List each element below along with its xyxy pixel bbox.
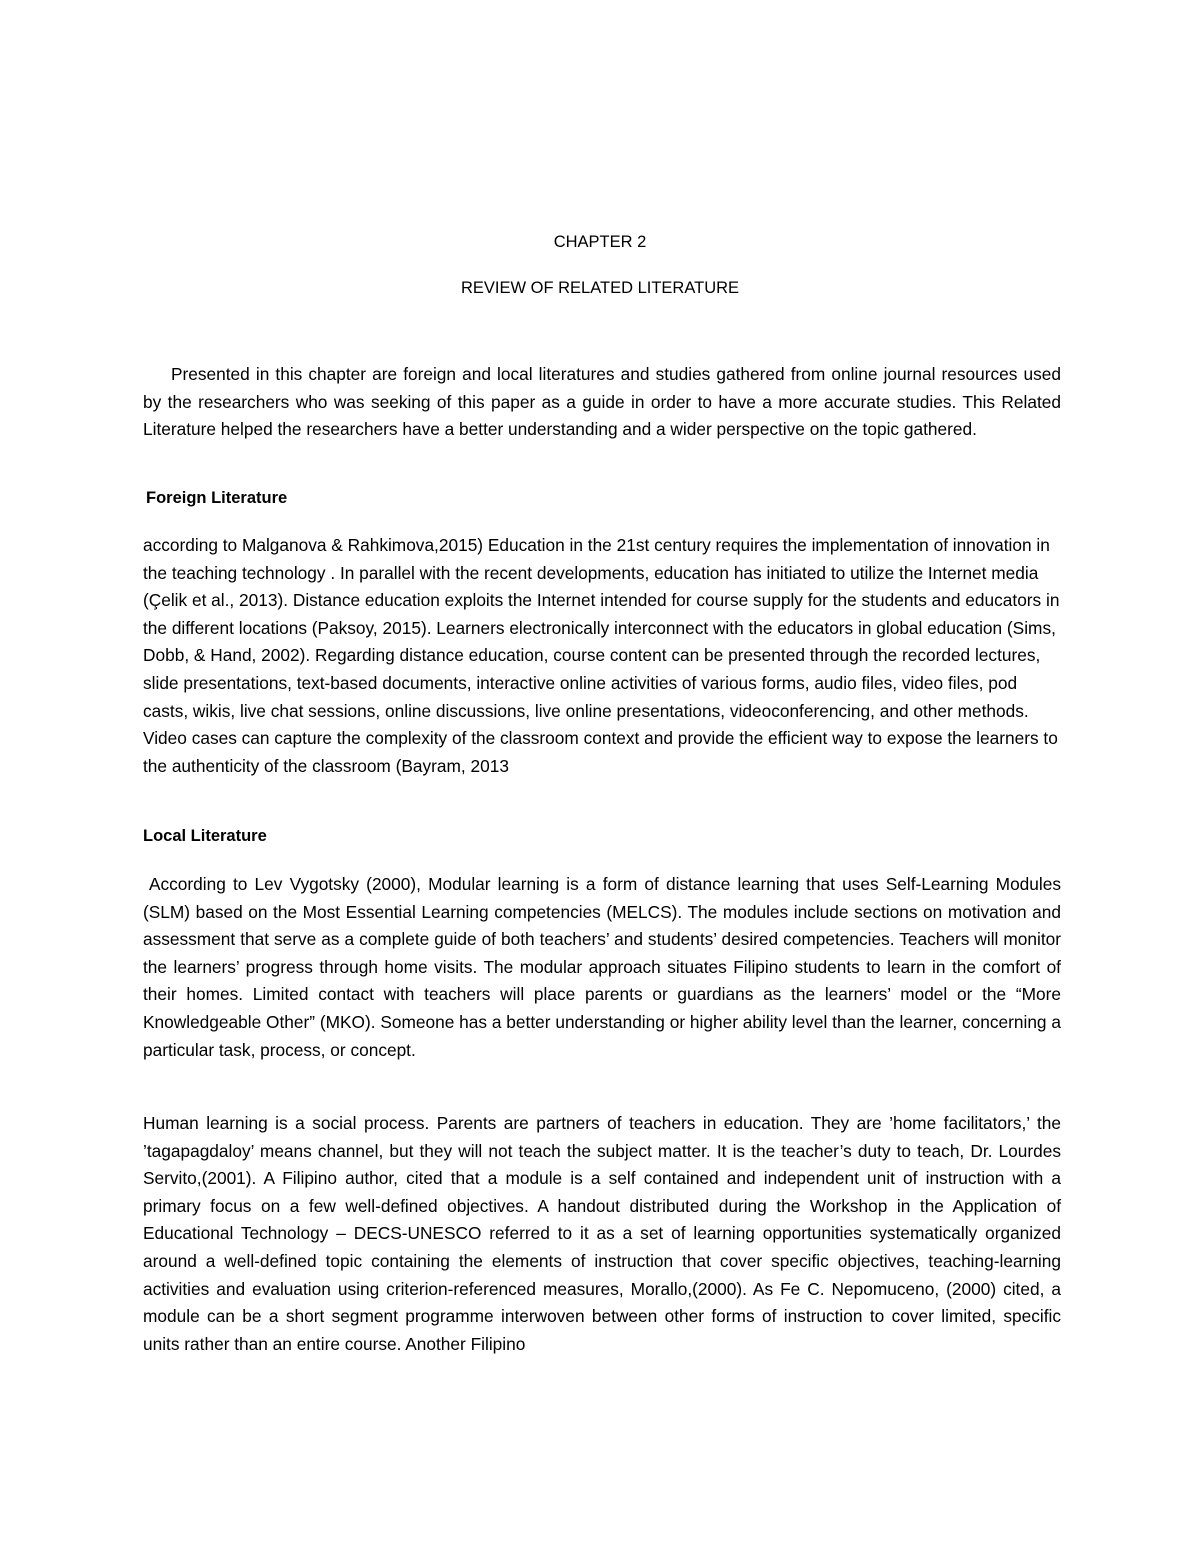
foreign-literature-paragraph: according to Malganova & Rahkimova,2015) Education in the 21st century requires the implementation of innovation in the teaching technology . In parallel with the recent developments, education has initiated to utilize the Internet media (Çelik et al., 2013). Distance education exploits the Internet intended for course supply for the students and educators in the different locations (Paksoy, 2015). Learners electronically interconnect with the educators in global education (Sims, Dobb, & Hand, 2002). Regarding distance education, course content can be presented through the recorded lectures, slide presentations, text-based documents, interactive online activities of various forms, audio files, video files, pod casts, wikis, live chat sessions, online discussions, live online presentations, videoconferencing, and other methods. Video cases can capture the complexity of the classroom context and provide the efficient way to expose the learners to the authenticity of the classroom (Bayram, 2013 — [143, 535, 1060, 776]
local-literature-paragraph-2: Human learning is a social process. Parents are partners of teachers in education. They are ’home facilitators,’ the ’tagapagdaloy’ means channel, but they will not teach the subject matter. It is the teacher’s duty to teach, Dr. Lourdes Servito,(2001). A Filipino author, cited that a module is a self contained and independent unit of instruction with a primary focus on a few well-defined objectives. A handout distributed during the Workshop in the Application of Educational Technology – DECS-UNESCO referred to it as a set of learning opportunities systematically organized around a well-defined topic containing the elements of instruction that cover specific objectives, teaching-learning activities and evaluation using criterion-referenced measures, Morallo,(2000). As Fe C. Nepomuceno, (2000) cited, a module can be a short segment programme interwoven between other forms of instruction to cover limited, specific units rather than an entire course. Another Filipino — [143, 1113, 1061, 1354]
chapter-number: CHAPTER 2 — [553, 233, 647, 251]
local-literature-paragraph-1: According to Lev Vygotsky (2000), Modular learning is a form of distance learning that uses Self-Learning Modules (SLM) based on the Most Essential Learning competencies (MELCS). The modules include sections on motivation and assessment that serve as a complete guide of both teachers’ and students’ desired competencies. Teachers will monitor the learners’ progress through home visits. The modular approach situates Filipino students to learn in the comfort of their homes. Limited contact with teachers will place parents or guardians as the learners’ model or the “More Knowledgeable Other” (MKO). Someone has a better understanding or higher ability level than the learner, concerning a particular task, process, or concept. — [143, 874, 1061, 1060]
local-literature-heading: Local Literature — [143, 827, 267, 845]
intro-paragraph: Presented in this chapter are foreign and local literatures and studies gathered from online journal resources used by the researchers who was seeking of this paper as a guide in order to have a more accurate studies. This Related Literature helped the researchers have a better understanding and a wider perspective on the topic gathered. — [143, 364, 1061, 440]
foreign-literature-heading: Foreign Literature — [146, 489, 288, 507]
chapter-title: REVIEW OF RELATED LITERATURE — [460, 279, 740, 297]
